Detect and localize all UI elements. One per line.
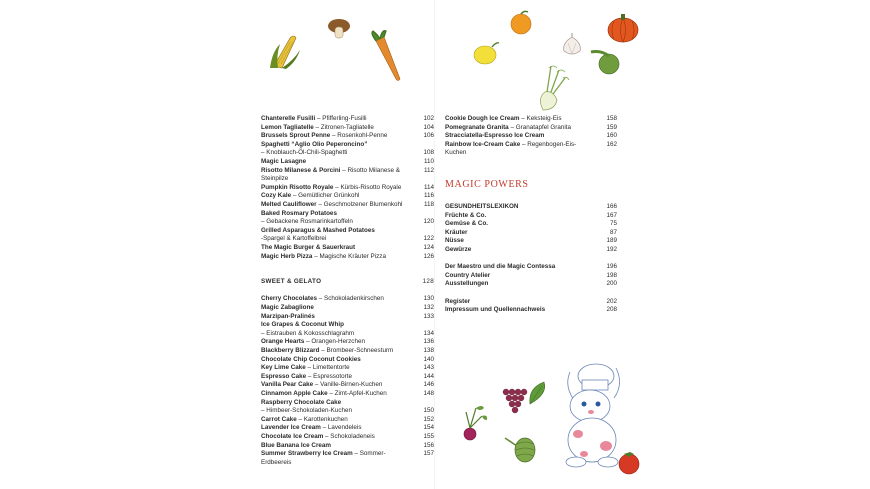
toc-entry <box>261 132 434 141</box>
toc-entry <box>445 141 617 158</box>
toc-entry-title: Cinnamon Apple Cake <box>261 390 328 397</box>
toc-page-number: 162 <box>606 140 617 148</box>
toc-page-number: 192 <box>606 245 617 253</box>
toc-entry-title: Country Atelier <box>445 271 491 279</box>
toc-entry-subtitle: – Rosenkohl-Penne <box>330 132 388 140</box>
toc-page-number: 126 <box>423 252 434 260</box>
toc-page-number: 198 <box>606 271 617 279</box>
toc-entry-subtitle: – Zitronen-Tagliatelle <box>313 123 374 131</box>
toc-entry <box>261 364 434 373</box>
toc-entry <box>445 280 617 289</box>
toc-entry <box>261 330 434 339</box>
toc-entry-title: Stracciatella-Espresso Ice Cream <box>445 132 545 140</box>
toc-spacer <box>261 270 434 279</box>
toc-page-number: 122 <box>423 235 434 243</box>
toc-entry <box>261 218 434 227</box>
toc-entry-subtitle: – Risotto Milanese & Steinpilze <box>261 166 400 183</box>
toc-entry-subtitle: – Gebackene Rosmarinkartoffeln <box>261 218 353 226</box>
toc-entry-title: Blue Banana Ice Cream <box>261 441 331 449</box>
toc-entry-subtitle: – Himbeer-Schokoladen-Kuchen <box>261 407 353 415</box>
toc-page-number: 110 <box>423 157 434 165</box>
toc-entry <box>445 220 617 229</box>
toc-entry-title: Der Maestro und die Magic Contessa <box>445 263 556 271</box>
toc-entry-subtitle: – Vanille-Birnen-Kuchen <box>313 381 383 389</box>
toc-entry-title: Ice Grapes & Coconut Whip <box>261 321 344 329</box>
toc-entry-title: Vanilla Pear Cake <box>261 381 314 389</box>
toc-entry <box>445 212 617 221</box>
toc-entry-title: Spaghetti “Aglio Olio Peperoncino” <box>261 140 368 148</box>
toc-entry-title: Carrot Cake <box>261 415 297 423</box>
toc-entry <box>261 124 434 133</box>
toc-entry-title: Magic Zabaglione <box>261 304 314 312</box>
toc-entry <box>261 253 434 262</box>
toc-page-number: 124 <box>423 243 434 251</box>
toc-spacer <box>261 287 434 296</box>
orange-icon <box>509 10 533 36</box>
toc-left-column <box>261 115 434 467</box>
lemon-icon <box>472 40 500 66</box>
toc-entry <box>445 229 617 238</box>
toc-page-number: 120 <box>423 218 434 226</box>
toc-entry-subtitle: – Sommer-Erdbeereis <box>261 450 386 466</box>
radish-icon <box>458 404 488 444</box>
toc-entry-title: Ausstellungen <box>445 280 489 288</box>
toc-entry-subtitle: – Regenbogen-Eis-Kuchen <box>445 140 577 157</box>
toc-entry-title: Cherry Chocolates <box>261 295 317 303</box>
toc-entry-title: Register <box>445 297 471 305</box>
herb-leaf-icon <box>526 380 550 406</box>
toc-page-number: 102 <box>423 115 434 122</box>
toc-entry-title: Espresso Cake <box>261 372 307 380</box>
toc-page-number: 143 <box>423 364 434 372</box>
mushroom-icon <box>326 18 352 40</box>
toc-page-number: 104 <box>423 123 434 131</box>
toc-page-number: 208 <box>606 306 617 314</box>
toc-entry-subtitle: – Zimt-Apfel-Kuchen <box>327 390 387 397</box>
toc-entry <box>261 433 434 442</box>
toc-entry-title: Cookie Dough Ice Cream <box>445 115 520 122</box>
toc-entry <box>261 407 434 416</box>
toc-entry-subtitle: – Gemütlicher Grünkohl <box>291 192 360 200</box>
toc-entry <box>261 227 434 236</box>
toc-entry-title: Pumpkin Risotto Royale <box>261 183 334 191</box>
toc-entry-subtitle: – Knoblauch-Öl-Chili-Spaghetti <box>261 149 348 157</box>
toc-spacer <box>445 289 617 298</box>
toc-page-number: 128 <box>422 278 434 286</box>
toc-entry <box>261 399 434 408</box>
toc-entry <box>261 450 434 467</box>
toc-entry <box>445 298 617 307</box>
toc-entry <box>261 416 434 425</box>
toc-entry-title: Chanterelle Fusilli <box>261 115 316 122</box>
toc-page-number: 154 <box>423 424 434 432</box>
toc-page-number: 133 <box>423 312 434 320</box>
toc-page-number: 167 <box>606 211 617 219</box>
toc-page-number: 189 <box>606 237 617 245</box>
section-heading-label: SWEET & GELATO <box>261 278 322 286</box>
toc-entry <box>261 149 434 158</box>
toc-entry <box>445 263 617 272</box>
toc-page-number: 136 <box>423 338 434 346</box>
toc-entry <box>261 235 434 244</box>
toc-entry-subtitle: – Keksteig-Eis <box>519 115 562 122</box>
toc-page-number: 116 <box>423 192 434 200</box>
toc-entry <box>261 313 434 322</box>
toc-entry-subtitle: – Limettentorte <box>305 364 350 372</box>
toc-entry <box>445 115 617 124</box>
toc-entry <box>261 390 434 399</box>
toc-page-number: 140 <box>423 355 434 363</box>
toc-entry-title: Magic Herb Pizza <box>261 252 313 260</box>
tomato-icon <box>616 448 642 476</box>
toc-entry-title: Chocolate Chip Coconut Cookies <box>261 355 361 363</box>
toc-entry-subtitle: – Eistrauben & Kokosschlagrahm <box>261 329 355 337</box>
toc-right-column <box>445 115 617 315</box>
toc-page-number: 196 <box>606 263 617 271</box>
toc-entry-title: Key Lime Cake <box>261 364 306 372</box>
toc-entry-title: Gewürze <box>445 245 472 253</box>
toc-entry-subtitle: – Granatapfel Granita <box>508 123 572 131</box>
toc-entry-subtitle: – Espressotorte <box>306 372 353 380</box>
toc-entry <box>261 192 434 201</box>
toc-page-number: 155 <box>423 432 434 440</box>
toc-entry-title: Rainbow Ice-Cream Cake <box>445 140 521 148</box>
toc-entry-title: GESUNDHEITSLEXIKON <box>445 202 519 210</box>
section-heading-sweet-gelato <box>261 278 434 287</box>
toc-entry-subtitle: – Magische Kräuter Pizza <box>312 252 386 260</box>
toc-entry-subtitle: -Spargel & Kartoffelbrei <box>261 235 327 243</box>
toc-page-number: 112 <box>423 166 434 174</box>
toc-entry <box>445 272 617 281</box>
toc-entry-title: Gemüse & Co. <box>445 220 489 228</box>
toc-entry <box>261 295 434 304</box>
toc-entry-title: Cozy Kale <box>261 192 292 200</box>
toc-page-number: 87 <box>609 228 617 236</box>
toc-entry-title: Blackberry Blizzard <box>261 347 320 355</box>
toc-entry-subtitle: – Brombeer-Schneesturm <box>319 347 394 355</box>
toc-entry-title: Raspberry Chocolate Cake <box>261 398 342 406</box>
toc-page-number: 152 <box>423 415 434 423</box>
toc-entry-title: Baked Rosmary Potatoes <box>261 209 337 217</box>
toc-page-number: 202 <box>606 297 617 305</box>
toc-page-number: 118 <box>423 200 434 208</box>
toc-spacer <box>261 261 434 270</box>
toc-page-number: 148 <box>423 390 434 397</box>
toc-entry <box>445 306 617 315</box>
toc-entry-title: Marzipan-Pralinés <box>261 312 315 320</box>
pumpkin-icon <box>606 12 640 44</box>
toc-entry-title: Lemon Tagliatelle <box>261 123 314 131</box>
toc-entry-title: Brussels Sprout Penne <box>261 132 331 140</box>
toc-entry <box>445 203 617 212</box>
toc-entry <box>261 321 434 330</box>
garlic-icon <box>560 33 584 57</box>
toc-page-number: 160 <box>606 132 617 140</box>
toc-page-number: 108 <box>423 149 434 157</box>
toc-entry-title: Pomegranate Granita <box>445 123 509 131</box>
toc-page-number: 144 <box>423 372 434 380</box>
toc-entry-title: Orange Hearts <box>261 338 305 346</box>
toc-page-number: 159 <box>606 123 617 131</box>
toc-entry-subtitle: – Kürbis-Risotto Royale <box>333 183 402 191</box>
toc-entry <box>261 424 434 433</box>
toc-entry <box>261 356 434 365</box>
toc-entry-title: The Magic Burger & Sauerkraut <box>261 243 356 251</box>
toc-entry-title: Chocolate Ice Cream <box>261 432 324 440</box>
fennel-icon <box>533 64 569 112</box>
toc-entry-title: Kräuter <box>445 228 468 236</box>
toc-entry-title: Nüsse <box>445 237 464 245</box>
toc-page-number: 200 <box>606 280 617 288</box>
toc-page-number: 156 <box>423 441 434 449</box>
artichoke-icon <box>503 428 537 464</box>
toc-entry <box>261 381 434 390</box>
book-gutter <box>434 0 435 489</box>
toc-entry <box>445 246 617 255</box>
toc-entry-subtitle: – Schokoladenkirschen <box>317 295 384 303</box>
brussels-sprout-icon <box>589 48 623 76</box>
toc-entry-title: Melted Cauliflower <box>261 200 317 208</box>
toc-entry <box>261 167 434 184</box>
toc-entry-title: Früchte & Co. <box>445 211 487 219</box>
toc-page-number: 166 <box>606 202 617 210</box>
toc-entry <box>445 132 617 141</box>
toc-entry <box>261 347 434 356</box>
corn-icon <box>268 30 302 70</box>
toc-entry <box>261 210 434 219</box>
toc-entry-subtitle: – Karottenkuchen <box>296 415 348 423</box>
toc-page-number: 132 <box>423 304 434 312</box>
toc-entry-subtitle: – Lavendeleis <box>320 424 362 432</box>
toc-page-number: 150 <box>423 407 434 415</box>
toc-page-number: 157 <box>423 450 434 458</box>
toc-entry-subtitle: – Pfifferling-Fusilli <box>315 115 367 122</box>
toc-entry <box>445 237 617 246</box>
toc-entry <box>261 304 434 313</box>
toc-entry <box>261 158 434 167</box>
toc-entry <box>261 338 434 347</box>
toc-page-number: 114 <box>423 183 434 191</box>
toc-entry <box>445 124 617 133</box>
toc-page-number: 130 <box>423 295 434 303</box>
magic-powers-heading: MAGIC POWERS <box>445 178 529 190</box>
toc-page-number: 106 <box>423 132 434 140</box>
toc-entry-title: Magic Lasagne <box>261 157 307 165</box>
toc-entry <box>261 201 434 210</box>
toc-entry-title: Lavender Ice Cream <box>261 424 321 432</box>
toc-entry-title: Impressum und Quellennachweis <box>445 306 546 314</box>
toc-page-number: 75 <box>609 220 617 228</box>
toc-entry-subtitle: – Schokoladeneis <box>323 432 375 440</box>
toc-page-number: 158 <box>606 115 617 122</box>
toc-entry <box>261 442 434 451</box>
toc-spacer <box>445 255 617 264</box>
toc-entry-subtitle: – Orangen-Herzchen <box>304 338 365 346</box>
toc-page-number: 134 <box>423 329 434 337</box>
toc-entry-title: Grilled Asparagus & Mashed Potatoes <box>261 226 375 234</box>
toc-page-number: 138 <box>423 347 434 355</box>
toc-entry <box>261 115 434 124</box>
toc-entry-title: Risotto Milanese & Porcini <box>261 166 341 174</box>
toc-entry <box>261 373 434 382</box>
carrot-icon <box>370 33 404 83</box>
toc-page-number: 146 <box>423 381 434 389</box>
toc-entry <box>261 184 434 193</box>
toc-entry <box>261 244 434 253</box>
toc-entry-subtitle: – Geschmolzener Blumenkohl <box>316 200 403 208</box>
toc-entry-title: Summer Strawberry Ice Cream <box>261 450 353 458</box>
